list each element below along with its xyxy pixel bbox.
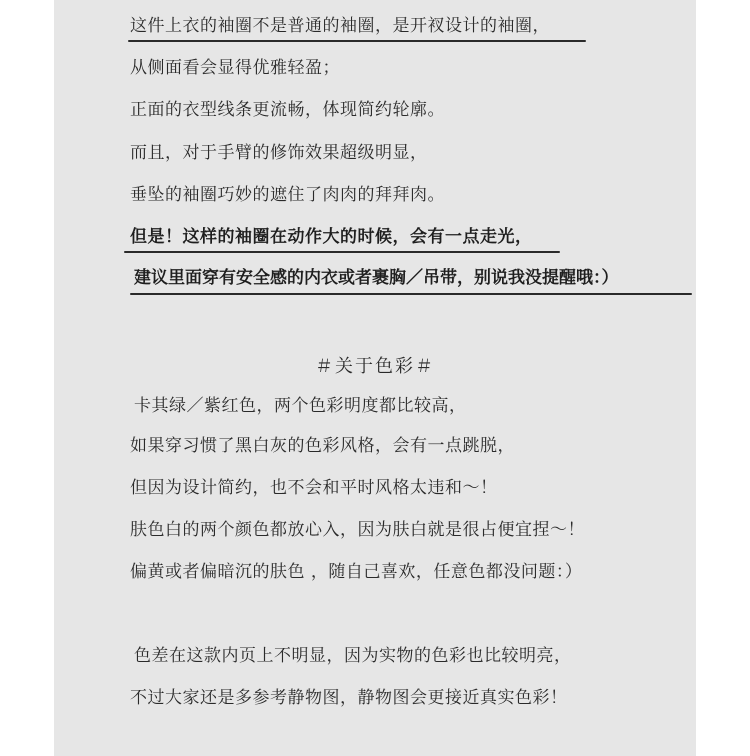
text-line: 肤色白的两个颜色都放心入，因为肤白就是很占便宜捏～！	[130, 520, 585, 540]
section-heading: ＃关于色彩＃	[315, 356, 435, 377]
text-line: 如果穿习惯了黑白灰的色彩风格，会有一点跳脱，	[130, 436, 515, 456]
text-line: 从侧面看会显得优雅轻盈；	[130, 58, 340, 78]
text-line: 不过大家还是多参考静物图，静物图会更接近真实色彩！	[130, 688, 568, 708]
underline	[124, 251, 560, 253]
text-line: 色差在这款内页上不明显，因为实物的色彩也比较明亮，	[134, 646, 572, 666]
text-line: 正面的衣型线条更流畅，体现简约轮廓。	[130, 100, 445, 120]
underline	[130, 293, 692, 295]
text-line: 卡其绿／紫红色，两个色彩明度都比较高，	[134, 396, 467, 416]
text-line: 垂坠的袖圈巧妙的遮住了肉肉的拜拜肉。	[130, 185, 445, 205]
warning-line: 但是！这样的袖圈在动作大的时候，会有一点走光，	[130, 227, 533, 247]
warning-line: 建议里面穿有安全感的内衣或者裹胸／吊带，别说我没提醒哦：）	[134, 268, 619, 288]
text-line: 但因为设计简约，也不会和平时风格太违和～！	[130, 478, 498, 498]
underline	[128, 40, 586, 42]
text-line: 这件上衣的袖圈不是普通的袖圈，是开衩设计的袖圈，	[130, 16, 550, 36]
text-line: 偏黄或者偏暗沉的肤色 ，随自己喜欢，任意色都没问题：）	[130, 562, 583, 582]
text-line: 而且，对于手臂的修饰效果超级明显，	[130, 143, 428, 163]
